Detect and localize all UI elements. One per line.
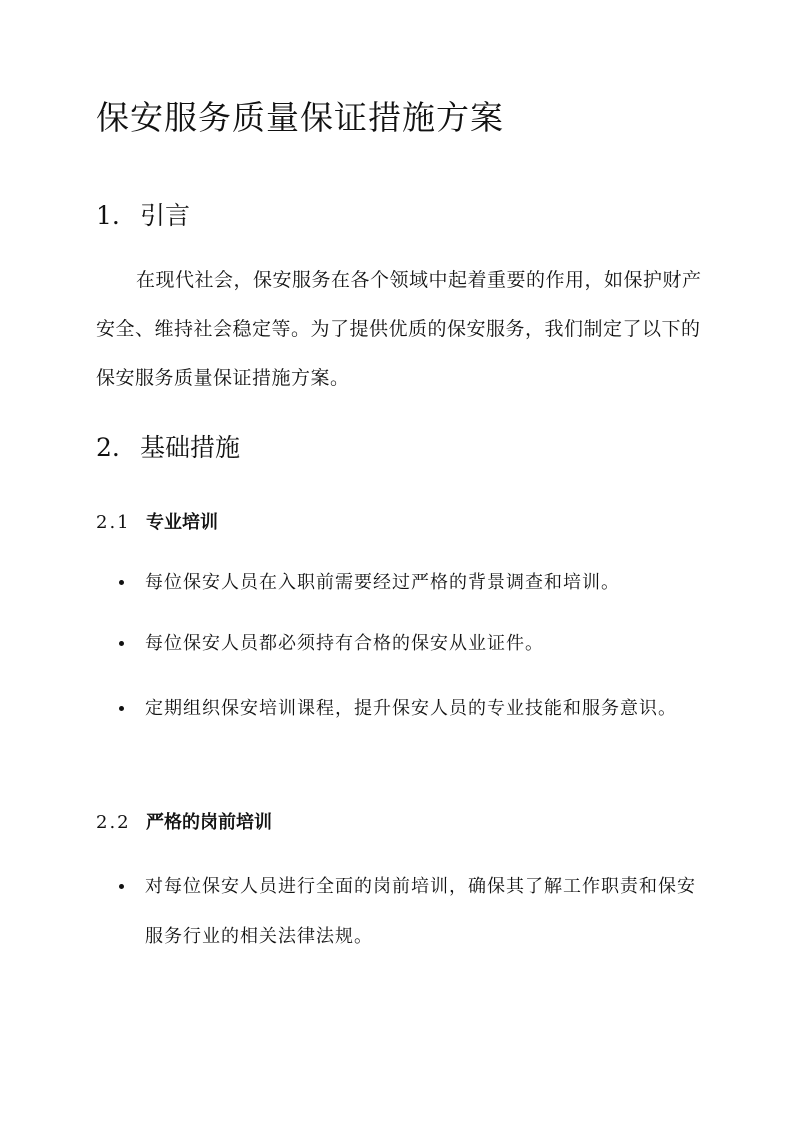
section-number: 2. [96,433,120,462]
subsection-heading-professional-training [96,508,218,534]
section-title: 基础措施 [140,433,241,462]
subsection-title: 专业培训 [146,512,218,533]
list-item [145,862,705,962]
bullet-icon [119,580,124,585]
section-number: 1. [96,201,120,230]
subsection-number: 2.2 [96,812,131,833]
list-item-text: 每位保安人员都必须持有合格的保安从业证件。 [145,633,544,654]
subsection-heading-pre-job-training [96,808,272,834]
list-item [145,558,705,608]
subsection-number: 2.1 [96,512,131,533]
document-title: 保安服务质量保证措施方案 [96,98,504,137]
bullet-icon [119,706,124,711]
section-heading-basic-measures [96,428,240,464]
list-item-text: 每位保安人员在入职前需要经过严格的背景调查和培训。 [145,572,620,593]
bullet-icon [119,641,124,646]
section-heading-introduction [96,196,190,232]
list-item [145,619,705,669]
section-title: 引言 [140,201,191,230]
list-item-text: 对每位保安人员进行全面的岗前培训，确保其了解工作职责和保安服务行业的相关法律法规。 [145,876,696,947]
subsection-title: 严格的岗前培训 [146,812,272,833]
list-item [145,684,705,734]
bullet-icon [119,884,124,889]
introduction-paragraph: 在现代社会，保安服务在各个领域中起着重要的作用，如保护财产安全、维持社会稳定等。为了提供优质的保安服务，我们制定了以下的保安服务质量保证措施方案。 [96,269,702,389]
list-item-text: 定期组织保安培训课程，提升保安人员的专业技能和服务意识。 [145,698,677,719]
